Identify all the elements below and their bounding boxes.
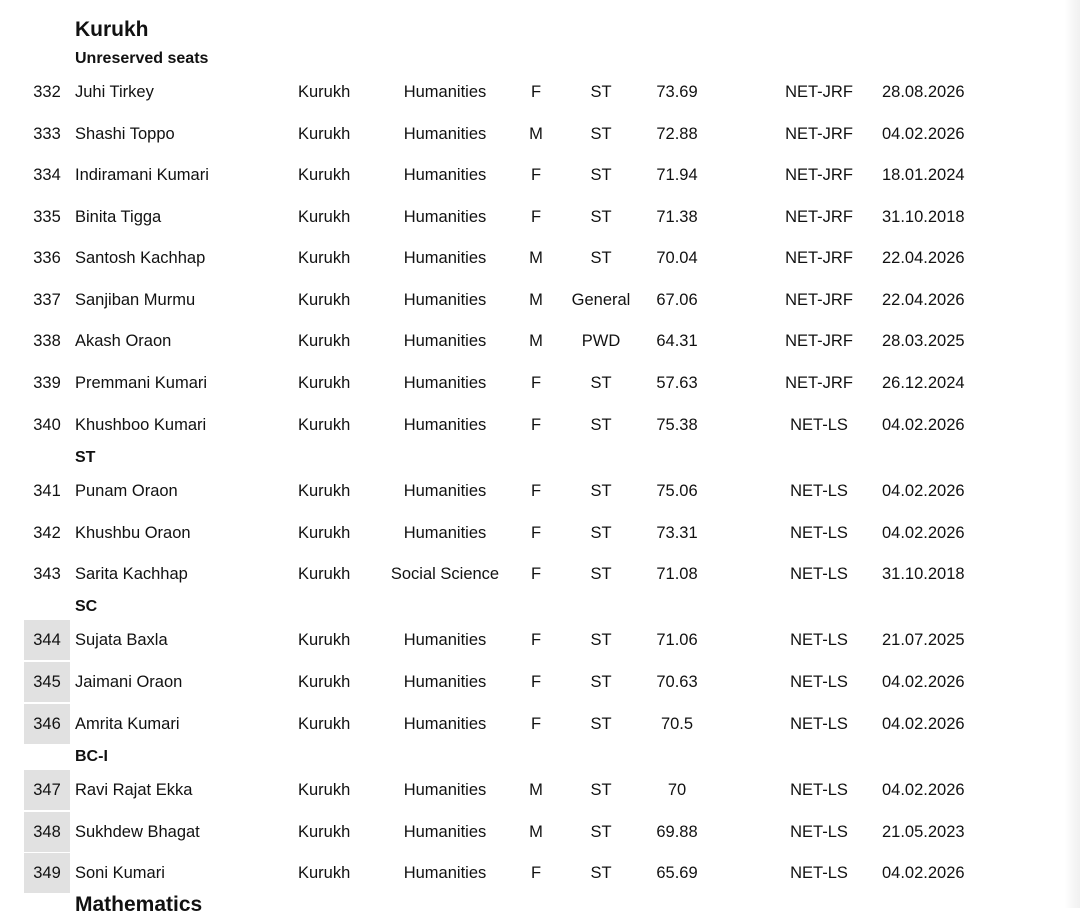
date-cell: 21.07.2025 [882,631,965,649]
field-cell: Humanities [403,524,487,542]
candidate-name: Juhi Tirkey [75,83,154,101]
date-cell: 18.01.2024 [882,166,965,184]
date-cell: 21.05.2023 [882,823,965,841]
serial-number: 338 [33,332,61,350]
table-row [0,620,1080,660]
category-cell: ST [590,482,612,500]
date-cell: 26.12.2024 [882,374,965,392]
language-cell: Kurukh [298,781,351,799]
score-cell: 70.04 [656,249,698,267]
qualification-cell: NET-JRF [785,166,853,184]
candidate-name: Khushbu Oraon [75,524,191,542]
serial-number: 344 [24,620,70,660]
category-section-label: BC-I [75,748,108,765]
date-cell: 04.02.2026 [882,715,965,733]
table-row [0,853,1080,893]
qualification-cell: NET-JRF [785,208,853,226]
serial-number: 336 [33,249,61,267]
language-cell: Kurukh [298,208,351,226]
serial-number: 340 [33,416,61,434]
date-cell: 04.02.2026 [882,864,965,882]
language-cell: Kurukh [298,524,351,542]
score-cell: 73.31 [656,524,698,542]
category-cell: ST [590,565,612,583]
field-cell: Humanities [403,781,487,799]
field-cell: Humanities [403,83,487,101]
date-cell: 31.10.2018 [882,565,965,583]
candidate-name: Soni Kumari [75,864,165,882]
date-cell: 22.04.2026 [882,249,965,267]
date-cell: 04.02.2026 [882,125,965,143]
category-cell: ST [590,631,612,649]
qualification-cell: NET-LS [790,781,848,799]
language-cell: Kurukh [298,374,351,392]
serial-number: 349 [24,853,70,893]
gender-cell: F [530,864,542,882]
serial-number: 335 [33,208,61,226]
field-cell: Humanities [403,823,487,841]
table-row [0,513,1080,553]
score-cell: 71.94 [656,166,698,184]
table-row [0,363,1080,403]
gender-cell: M [529,249,543,267]
gender-cell: F [530,631,542,649]
qualification-cell: NET-LS [790,823,848,841]
score-cell: 65.69 [656,864,698,882]
field-cell: Social Science [390,565,500,583]
qualification-cell: NET-JRF [785,83,853,101]
score-cell: 70.63 [656,673,698,691]
language-cell: Kurukh [298,291,351,309]
candidate-name: Shashi Toppo [75,125,175,143]
serial-number: 337 [33,291,61,309]
candidate-name: Premmani Kumari [75,374,208,392]
serial-number: 333 [33,125,61,143]
score-cell: 73.69 [656,83,698,101]
serial-number: 332 [33,83,61,101]
qualification-cell: NET-JRF [785,249,853,267]
language-cell: Kurukh [298,715,351,733]
language-cell: Kurukh [298,823,351,841]
field-cell: Humanities [403,249,487,267]
qualification-cell: NET-LS [790,715,848,733]
gender-cell: M [529,125,543,143]
qualification-cell: NET-LS [790,631,848,649]
field-cell: Humanities [403,715,487,733]
gender-cell: F [530,715,542,733]
table-row [0,662,1080,702]
gender-cell: F [530,83,542,101]
category-cell: ST [590,524,612,542]
category-cell: ST [590,823,612,841]
table-row [0,405,1080,445]
field-cell: Humanities [403,631,487,649]
gender-cell: F [530,565,542,583]
table-row [0,280,1080,320]
field-cell: Humanities [403,416,487,434]
qualification-cell: NET-JRF [785,291,853,309]
serial-number: 342 [33,524,61,542]
candidate-name: Khushboo Kumari [75,416,207,434]
section-subtitle: Unreserved seats [75,50,209,67]
date-cell: 04.02.2026 [882,416,965,434]
qualification-cell: NET-JRF [785,374,853,392]
qualification-cell: NET-LS [790,565,848,583]
gender-cell: F [530,482,542,500]
next-section-title: Mathematics [75,893,203,916]
qualification-cell: NET-LS [790,673,848,691]
table-row [0,114,1080,154]
language-cell: Kurukh [298,416,351,434]
serial-number: 334 [33,166,61,184]
language-cell: Kurukh [298,166,351,184]
category-cell: ST [590,715,612,733]
table-row [0,238,1080,278]
serial-number: 346 [24,704,70,744]
score-cell: 71.06 [656,631,698,649]
date-cell: 22.04.2026 [882,291,965,309]
category-cell: ST [590,83,612,101]
date-cell: 28.08.2026 [882,83,965,101]
field-cell: Humanities [403,482,487,500]
field-cell: Humanities [403,291,487,309]
language-cell: Kurukh [298,249,351,267]
gender-cell: F [530,416,542,434]
language-cell: Kurukh [298,332,351,350]
table-row [0,770,1080,810]
score-cell: 70 [667,781,687,799]
serial-number: 348 [24,812,70,852]
qualification-cell: NET-LS [790,524,848,542]
score-cell: 75.06 [656,482,698,500]
qualification-cell: NET-LS [790,864,848,882]
field-cell: Humanities [403,673,487,691]
candidate-name: Ravi Rajat Ekka [75,781,193,799]
category-cell: PWD [581,332,621,350]
score-cell: 69.88 [656,823,698,841]
category-cell: ST [590,125,612,143]
qualification-cell: NET-JRF [785,125,853,143]
gender-cell: M [529,291,543,309]
language-cell: Kurukh [298,565,351,583]
category-cell: ST [590,781,612,799]
date-cell: 04.02.2026 [882,781,965,799]
serial-number: 347 [24,770,70,810]
table-row [0,704,1080,744]
gender-cell: F [530,673,542,691]
date-cell: 31.10.2018 [882,208,965,226]
field-cell: Humanities [403,864,487,882]
category-cell: ST [590,374,612,392]
table-row [0,72,1080,112]
date-cell: 28.03.2025 [882,332,965,350]
candidate-name: Sukhdew Bhagat [75,823,200,841]
gender-cell: M [529,332,543,350]
candidate-name: Sujata Baxla [75,631,168,649]
score-cell: 64.31 [656,332,698,350]
table-row [0,812,1080,852]
language-cell: Kurukh [298,864,351,882]
category-cell: ST [590,416,612,434]
score-cell: 75.38 [656,416,698,434]
score-cell: 71.38 [656,208,698,226]
category-cell: ST [590,864,612,882]
field-cell: Humanities [403,166,487,184]
date-cell: 04.02.2026 [882,673,965,691]
category-cell: ST [590,208,612,226]
language-cell: Kurukh [298,125,351,143]
serial-number: 343 [33,565,61,583]
serial-number: 341 [33,482,61,500]
field-cell: Humanities [403,208,487,226]
field-cell: Humanities [403,125,487,143]
gender-cell: F [530,208,542,226]
candidate-name: Sanjiban Murmu [75,291,196,309]
candidate-name: Sarita Kachhap [75,565,188,583]
score-cell: 67.06 [656,291,698,309]
gender-cell: F [530,524,542,542]
section-title: Kurukh [75,18,149,41]
table-row [0,321,1080,361]
candidate-name: Indiramani Kumari [75,166,209,184]
language-cell: Kurukh [298,83,351,101]
candidate-name: Punam Oraon [75,482,178,500]
table-row [0,155,1080,195]
gender-cell: F [530,374,542,392]
serial-number: 339 [33,374,61,392]
score-cell: 72.88 [656,125,698,143]
table-row [0,197,1080,237]
field-cell: Humanities [403,332,487,350]
language-cell: Kurukh [298,631,351,649]
candidate-name: Amrita Kumari [75,715,180,733]
score-cell: 57.63 [656,374,698,392]
field-cell: Humanities [403,374,487,392]
score-cell: 70.5 [660,715,694,733]
gender-cell: F [530,166,542,184]
serial-number: 345 [24,662,70,702]
category-cell: General [571,291,631,309]
score-cell: 71.08 [656,565,698,583]
category-section-label: SC [75,598,98,615]
category-section-label: ST [75,449,96,466]
category-cell: ST [590,166,612,184]
language-cell: Kurukh [298,482,351,500]
category-cell: ST [590,249,612,267]
qualification-cell: NET-LS [790,482,848,500]
language-cell: Kurukh [298,673,351,691]
candidate-name: Binita Tigga [75,208,162,226]
table-row [0,554,1080,594]
gender-cell: M [529,781,543,799]
candidate-name: Jaimani Oraon [75,673,183,691]
candidate-name: Akash Oraon [75,332,172,350]
date-cell: 04.02.2026 [882,482,965,500]
qualification-cell: NET-LS [790,416,848,434]
category-cell: ST [590,673,612,691]
date-cell: 04.02.2026 [882,524,965,542]
gender-cell: M [529,823,543,841]
table-row [0,471,1080,511]
qualification-cell: NET-JRF [785,332,853,350]
candidate-name: Santosh Kachhap [75,249,206,267]
